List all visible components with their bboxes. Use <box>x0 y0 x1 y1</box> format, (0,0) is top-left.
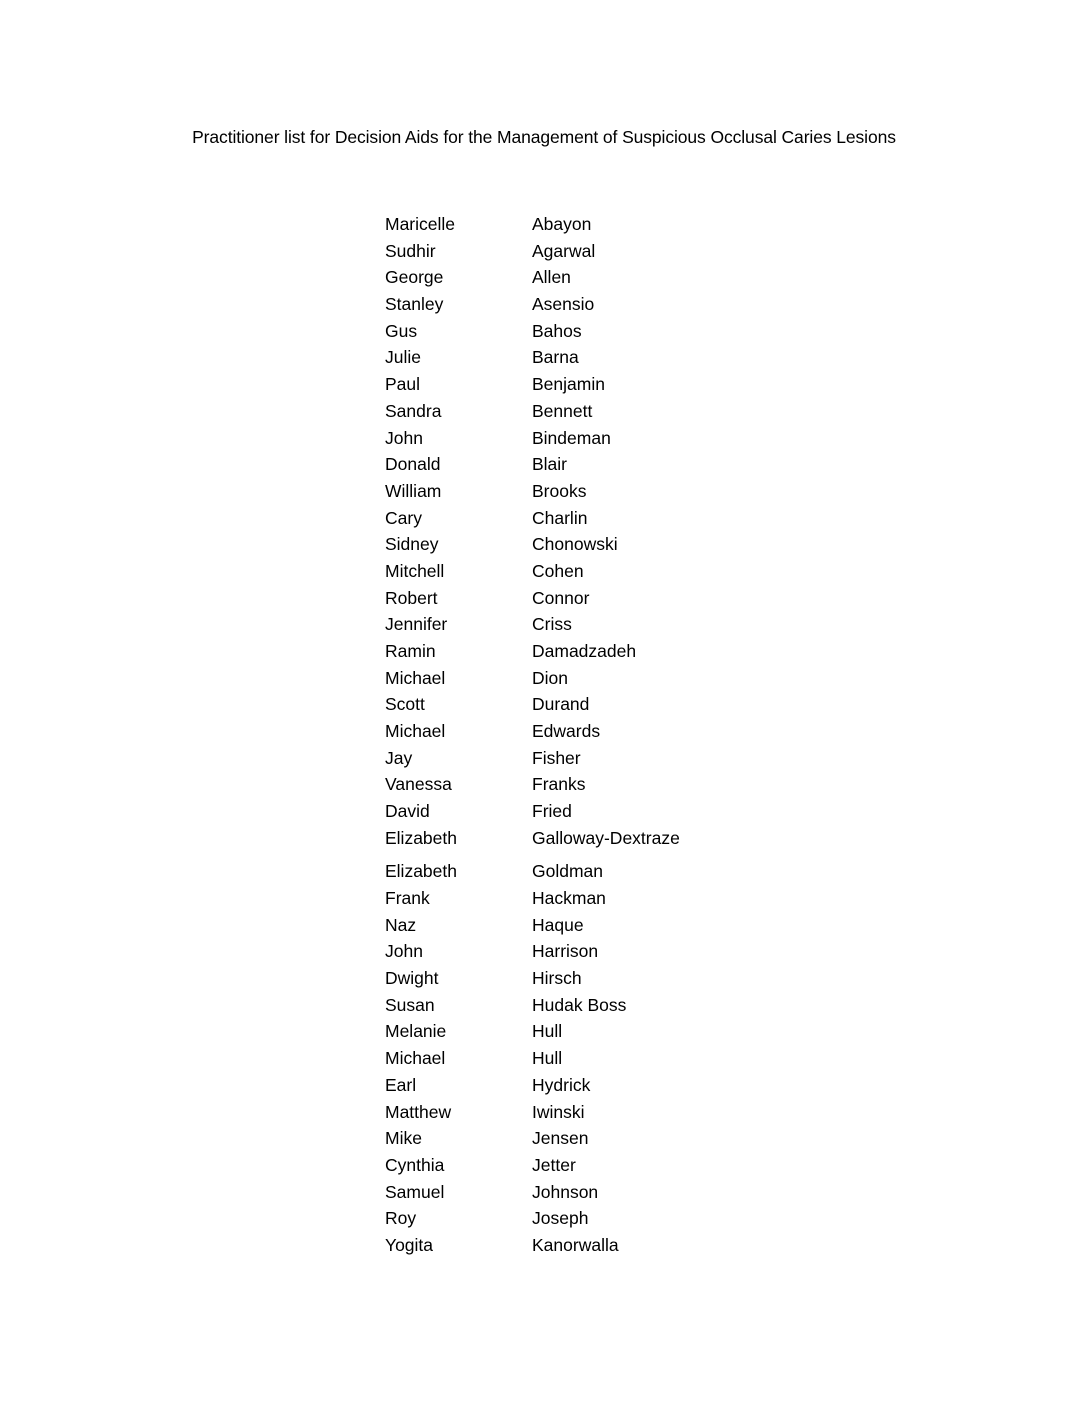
list-item <box>385 912 885 939</box>
last-name: Barna <box>532 347 579 368</box>
last-name: Cohen <box>532 560 584 581</box>
list-item <box>385 585 885 612</box>
first-name: Donald <box>385 454 441 475</box>
last-name: Durand <box>532 694 590 715</box>
first-name: Elizabeth <box>385 827 457 848</box>
list-item <box>385 1232 885 1259</box>
last-name: Fisher <box>532 747 581 768</box>
list-item <box>385 398 885 425</box>
first-name: George <box>385 267 444 288</box>
first-name: Frank <box>385 888 430 908</box>
list-item <box>385 371 885 398</box>
last-name: Johnson <box>532 1181 599 1202</box>
last-name: Charlin <box>532 507 588 528</box>
last-name: Hudak Boss <box>532 994 627 1015</box>
first-name: John <box>385 941 423 962</box>
first-name: Naz <box>385 914 417 935</box>
list-item <box>385 1179 885 1206</box>
first-name: William <box>385 480 442 501</box>
last-name: Bahos <box>532 320 582 341</box>
last-name: Blair <box>532 454 568 475</box>
last-name: Benjamin <box>532 374 605 395</box>
last-name: Hydrick <box>532 1074 591 1095</box>
list-item <box>385 291 885 318</box>
first-name: Matthew <box>385 1101 452 1122</box>
list-item <box>385 1205 885 1232</box>
last-name: Bindeman <box>532 427 611 448</box>
first-name: Maricelle <box>385 214 456 234</box>
first-name: Susan <box>385 994 435 1015</box>
first-name: John <box>385 427 423 448</box>
last-name: Brooks <box>532 480 587 501</box>
last-name: Haque <box>532 914 584 935</box>
first-name: Sudhir <box>385 240 436 261</box>
list-item <box>385 264 885 291</box>
last-name: Harrison <box>532 941 599 962</box>
list-item <box>385 1018 885 1045</box>
first-name: Jennifer <box>385 614 448 635</box>
last-name: Connor <box>532 587 590 608</box>
first-name: Ramin <box>385 641 436 661</box>
list-item <box>385 1072 885 1099</box>
last-name: Abayon <box>532 214 592 234</box>
list-item <box>385 1152 885 1179</box>
list-item <box>385 1099 885 1126</box>
list-item <box>385 531 885 558</box>
list-item <box>385 558 885 585</box>
last-name: Bennett <box>532 400 593 421</box>
first-name: Gus <box>385 320 418 341</box>
last-name: Dion <box>532 667 568 688</box>
last-name: Fried <box>532 801 572 822</box>
list-item <box>385 611 885 638</box>
last-name: Galloway-Dextraze <box>532 827 680 848</box>
first-name: Scott <box>385 694 425 715</box>
last-name: Damadzadeh <box>532 641 637 661</box>
first-name: Vanessa <box>385 774 452 795</box>
last-name: Franks <box>532 774 586 795</box>
list-item <box>385 1045 885 1072</box>
first-name: Paul <box>385 374 421 395</box>
last-name: Chonowski <box>532 534 618 555</box>
list-item <box>385 992 885 1019</box>
last-name: Iwinski <box>532 1101 585 1122</box>
first-name: Mitchell <box>385 560 445 581</box>
first-name: Roy <box>385 1208 417 1229</box>
list-item <box>385 638 885 665</box>
list-item <box>385 745 885 772</box>
list-item <box>385 451 885 478</box>
list-item <box>385 885 885 912</box>
list-item <box>385 478 885 505</box>
first-name: Stanley <box>385 294 444 315</box>
list-item <box>385 718 885 745</box>
first-name: Melanie <box>385 1021 447 1042</box>
list-item <box>385 858 885 885</box>
last-name: Joseph <box>532 1208 589 1229</box>
list-item <box>385 938 885 965</box>
first-name: Samuel <box>385 1181 445 1202</box>
list-item <box>385 665 885 692</box>
list-item <box>385 771 885 798</box>
list-item <box>385 238 885 265</box>
list-item <box>385 318 885 345</box>
first-name: David <box>385 801 430 822</box>
last-name: Hirsch <box>532 968 582 989</box>
list-item <box>385 691 885 718</box>
first-name: Michael <box>385 1048 446 1069</box>
first-name: Yogita <box>385 1234 434 1255</box>
first-name: Mike <box>385 1128 422 1149</box>
list-item <box>385 965 885 992</box>
last-name: Hackman <box>532 888 606 908</box>
first-name: Michael <box>385 721 446 742</box>
list-item <box>385 505 885 532</box>
first-name: Sandra <box>385 400 442 421</box>
practitioner-list <box>385 211 885 1259</box>
first-name: Cynthia <box>385 1154 445 1175</box>
first-name: Sidney <box>385 534 439 555</box>
last-name: Criss <box>532 614 572 635</box>
last-name: Hull <box>532 1048 563 1069</box>
list-item <box>385 344 885 371</box>
first-name: Earl <box>385 1074 417 1095</box>
last-name: Hull <box>532 1021 563 1042</box>
first-name: Robert <box>385 587 438 608</box>
last-name: Asensio <box>532 294 595 315</box>
list-item <box>385 211 885 238</box>
last-name: Kanorwalla <box>532 1234 619 1255</box>
first-name: Julie <box>385 347 421 368</box>
first-name: Dwight <box>385 968 439 989</box>
last-name: Edwards <box>532 721 601 742</box>
last-name: Jensen <box>532 1128 589 1149</box>
first-name: Elizabeth <box>385 861 457 882</box>
list-item <box>385 825 885 859</box>
last-name: Allen <box>532 267 571 288</box>
last-name: Goldman <box>532 861 604 882</box>
list-item <box>385 425 885 452</box>
first-name: Jay <box>385 747 413 768</box>
first-name: Michael <box>385 667 446 688</box>
list-item <box>385 1125 885 1152</box>
list-item <box>385 798 885 825</box>
last-name: Agarwal <box>532 240 596 261</box>
first-name: Cary <box>385 507 422 528</box>
document-title: Practitioner list for Decision Aids for the Management of Suspicious Occlusal Caries Lesions <box>192 127 896 147</box>
last-name: Jetter <box>532 1154 576 1175</box>
